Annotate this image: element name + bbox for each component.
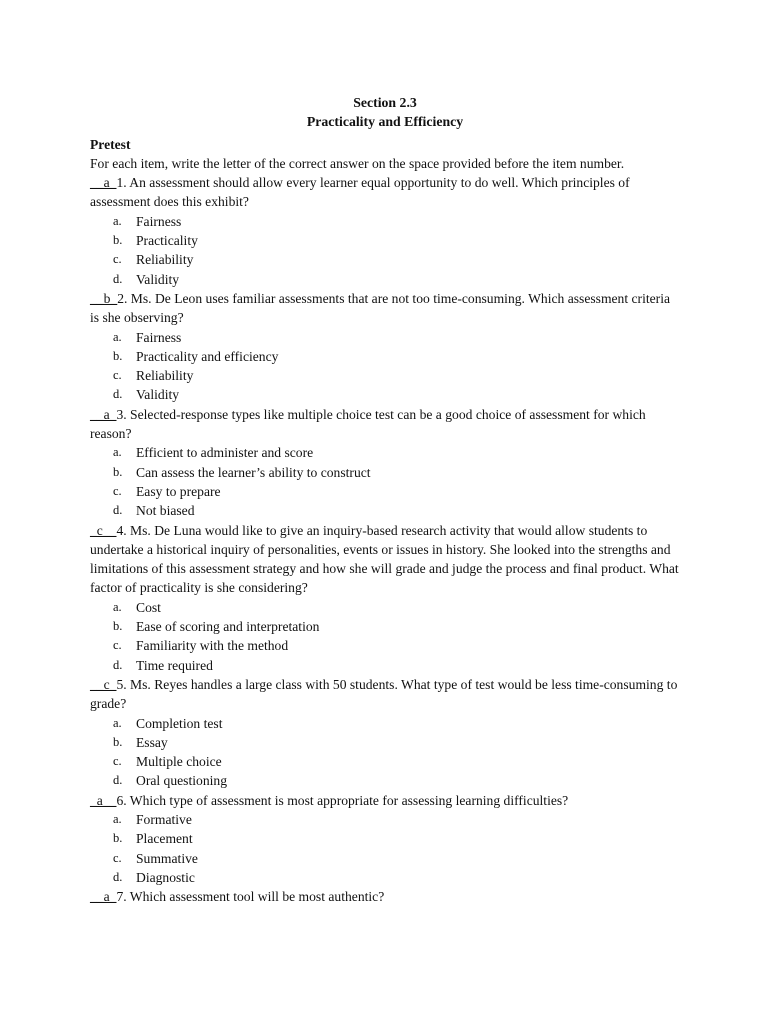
option-item (113, 328, 680, 347)
topic-title: Practicality and Efficiency (306, 114, 464, 130)
question-text: Ms. Reyes handles a large class with 50 students. What type of test would be less time-consuming to grade? (90, 676, 678, 712)
option-item (113, 714, 680, 733)
option-letter: a. (113, 329, 122, 344)
option-text: Multiple choice (136, 754, 222, 770)
question-stem (90, 887, 680, 906)
option-item (113, 733, 680, 752)
option-text: Oral questioning (136, 773, 227, 789)
instructions: For each item, write the letter of the correct answer on the space provided before the item number. (90, 155, 625, 171)
option-list (90, 328, 680, 405)
question-item (90, 791, 680, 887)
question-list (90, 173, 680, 906)
section-title: Section 2.3 (353, 95, 417, 110)
question-item (90, 173, 680, 289)
option-letter: b. (113, 831, 123, 846)
option-letter: d. (113, 773, 123, 788)
option-text: Can assess the learner’s ability to construct (136, 464, 371, 480)
question-number: 6. (116, 792, 127, 808)
option-letter: a. (113, 213, 122, 228)
option-letter: b. (113, 734, 123, 749)
option-text: Fairness (136, 213, 182, 229)
question-text: Which type of assessment is most appropriate for assessing learning difficulties? (129, 792, 569, 808)
question-text: Ms. De Luna would like to give an inquiry-based research activity that would allow students to undertake a historical inquiry of personalities, events or issues in history. She looked into the strengths and limitations of this assessment strategy and how she will grade and judge the process and final product. What factor of practicality is she considering? (90, 522, 679, 596)
option-letter: c. (113, 368, 122, 383)
option-letter: b. (113, 348, 123, 363)
option-item (113, 598, 680, 617)
option-letter: b. (113, 233, 123, 248)
option-text: Diagnostic (136, 869, 195, 885)
question-number: 2. (117, 290, 128, 306)
question-number: 4. (116, 522, 127, 538)
option-text: Placement (136, 831, 193, 847)
option-text: Validity (136, 271, 180, 287)
answer-blank: __a_ (90, 406, 117, 422)
question-item (90, 405, 680, 521)
option-item (113, 868, 680, 887)
option-text: Formative (136, 811, 192, 827)
question-item (90, 887, 680, 906)
question-number: 5. (116, 676, 127, 692)
question-text: Ms. De Leon uses familiar assessments that are not too time-consuming. Which assessment criteria is she observing? (90, 290, 671, 326)
option-letter: a. (113, 715, 122, 730)
option-item (113, 231, 680, 250)
question-stem (90, 405, 680, 444)
option-item (113, 636, 680, 655)
option-text: Familiarity with the method (136, 638, 289, 654)
question-item (90, 521, 680, 675)
option-letter: c. (113, 754, 122, 769)
option-text: Efficient to administer and score (136, 445, 314, 461)
option-letter: c. (113, 483, 122, 498)
option-text: Completion test (136, 715, 223, 731)
question-item (90, 289, 680, 405)
option-text: Summative (136, 850, 198, 866)
option-item (113, 829, 680, 848)
option-item (113, 810, 680, 829)
option-letter: c. (113, 850, 122, 865)
question-number: 1. (116, 175, 127, 191)
option-letter: d. (113, 657, 123, 672)
option-letter: c. (113, 638, 122, 653)
option-text: Ease of scoring and interpretation (136, 619, 320, 635)
option-item (113, 501, 680, 520)
question-text: Which assessment tool will be most authentic? (129, 889, 385, 905)
option-text: Time required (136, 657, 213, 673)
question-text: An assessment should allow every learner equal opportunity to do well. Which principles of assessment does this exhibit? (90, 175, 630, 210)
question-stem (90, 675, 680, 714)
pretest-label: Pretest (90, 136, 131, 152)
option-letter: d. (113, 387, 123, 402)
question-number: 3. (116, 406, 127, 422)
option-text: Practicality and efficiency (136, 348, 279, 364)
question-item (90, 675, 680, 791)
option-item (113, 385, 680, 404)
option-letter: a. (113, 811, 122, 826)
question-stem (90, 173, 680, 212)
answer-blank: __c_ (90, 676, 117, 692)
option-text: Essay (136, 734, 168, 750)
option-letter: b. (113, 619, 123, 634)
option-item (113, 366, 680, 385)
option-item (113, 443, 680, 462)
option-list (90, 212, 680, 289)
option-item (113, 752, 680, 771)
option-list (90, 598, 680, 675)
option-letter: a. (113, 599, 122, 614)
option-letter: d. (113, 271, 123, 286)
question-stem (90, 289, 680, 328)
question-number: 7. (116, 889, 127, 905)
option-item (113, 482, 680, 501)
option-text: Not biased (136, 503, 195, 519)
option-item (113, 463, 680, 482)
option-item (113, 270, 680, 289)
option-item (113, 250, 680, 269)
option-item (113, 347, 680, 366)
question-text: Selected-response types like multiple choice test can be a good choice of assessment for which reason? (90, 406, 646, 442)
option-list (90, 714, 680, 791)
answer-blank: _a__ (90, 792, 117, 808)
option-letter: b. (113, 464, 123, 479)
option-text: Reliability (136, 252, 194, 268)
option-item (113, 212, 680, 231)
option-letter: d. (113, 869, 123, 884)
option-text: Validity (136, 387, 180, 403)
answer-blank: __a_ (90, 889, 117, 905)
question-stem (90, 521, 680, 598)
answer-blank: __a_ (90, 175, 117, 191)
option-letter: c. (113, 252, 122, 267)
answer-blank: __b_ (90, 290, 118, 306)
option-text: Fairness (136, 329, 182, 345)
option-list (90, 443, 680, 520)
question-stem (90, 791, 680, 810)
option-text: Easy to prepare (136, 483, 221, 499)
option-item (113, 771, 680, 790)
option-text: Reliability (136, 368, 194, 384)
document-page (90, 93, 680, 906)
option-list (90, 810, 680, 887)
answer-blank: _c__ (90, 522, 117, 538)
option-text: Cost (136, 599, 161, 615)
option-letter: a. (113, 445, 122, 460)
option-item (113, 617, 680, 636)
option-letter: d. (113, 503, 123, 518)
option-text: Practicality (136, 233, 198, 249)
option-item (113, 849, 680, 868)
option-item (113, 656, 680, 675)
